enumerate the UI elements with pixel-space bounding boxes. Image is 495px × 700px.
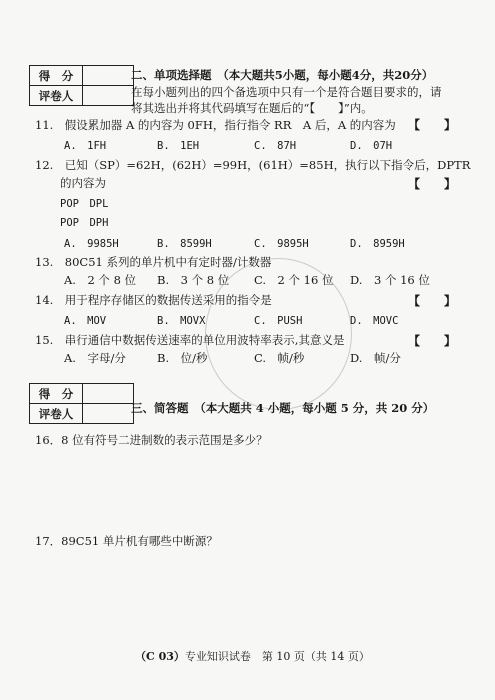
page-footer bbox=[135, 648, 370, 664]
question-11-option-b: B. 1EH bbox=[157, 140, 200, 152]
question-11-option-a: A. 1FH bbox=[64, 140, 107, 152]
score-cell[interactable] bbox=[83, 384, 134, 404]
question-15-answer-bracket[interactable]: 【 】 bbox=[408, 334, 457, 348]
question-13-option-c: C. 2 个 16 位 bbox=[254, 273, 334, 287]
question-12-option-a: A. 9985H bbox=[64, 238, 119, 250]
question-11-option-c: C. 87H bbox=[254, 140, 297, 152]
question-12-option-d: D. 8959H bbox=[350, 238, 405, 250]
question-12-code-line1: POP DPL bbox=[60, 198, 109, 210]
question-13-stem: 13. 80C51 系列的单片机中有定时器/计数器 bbox=[35, 255, 272, 269]
question-14-stem: 14. 用于程序存储区的数据传送采用的指令是 bbox=[35, 293, 272, 307]
question-15-stem: 15. 串行通信中数据传送速率的单位用波特率表示,其意义是 bbox=[35, 333, 345, 347]
question-12-answer-bracket[interactable]: 【 】 bbox=[408, 177, 457, 191]
question-12-stem-cont: 的内容为 bbox=[60, 176, 106, 190]
watermark-seal bbox=[205, 258, 352, 410]
question-13-option-b: B. 3 个 8 位 bbox=[157, 273, 230, 287]
question-11-stem: 11. 假设累加器 A 的内容为 0FH，指行指令 RR A 后，A 的内容为 bbox=[35, 118, 396, 132]
question-11-option-d: D. 07H bbox=[350, 140, 393, 152]
section2-title: 二、单项选择题 （本大题共5小题，每小题4分，共20分） bbox=[131, 68, 434, 82]
grader-label: 评卷人 bbox=[30, 86, 83, 106]
question-14-answer-bracket[interactable]: 【 】 bbox=[408, 294, 457, 308]
question-17: 17．89C51 单片机有哪些中断源？ bbox=[35, 534, 218, 548]
grader-cell[interactable] bbox=[83, 86, 134, 106]
question-14-option-c: C. PUSH bbox=[254, 315, 303, 327]
question-12-option-b: B. 8599H bbox=[157, 238, 212, 250]
question-15-option-a: A. 字母/分 bbox=[64, 351, 126, 365]
question-12-option-c: C. 9895H bbox=[254, 238, 309, 250]
section2-instruction-line2: 将其选出并将其代码填写在题后的“【 】”内。 bbox=[131, 101, 373, 115]
exam-code: （C 03） bbox=[135, 650, 185, 663]
question-12-code-line2: POP DPH bbox=[60, 217, 109, 229]
question-15-option-c: C. 帧/秒 bbox=[254, 351, 305, 365]
question-12-stem: 12. 已知（SP）=62H，(62H）=99H，(61H）=85H，执行以下指令后，DPTR bbox=[35, 158, 471, 172]
question-11-answer-bracket[interactable]: 【 】 bbox=[408, 118, 457, 132]
question-15-option-d: D. 帧/分 bbox=[350, 351, 401, 365]
grader-label: 评卷人 bbox=[30, 404, 83, 424]
score-label: 得 分 bbox=[30, 384, 83, 404]
score-cell[interactable] bbox=[83, 66, 134, 86]
score-label: 得 分 bbox=[30, 66, 83, 86]
score-table-section3 bbox=[29, 383, 134, 424]
footer-text: 专业知识试卷 第 10 页（共 14 页） bbox=[184, 650, 370, 663]
score-table-section2 bbox=[29, 65, 134, 106]
section3-title: 三、简答题 （本大题共 4 小题，每小题 5 分，共 20 分） bbox=[131, 401, 435, 415]
question-14-option-a: A. MOV bbox=[64, 315, 107, 327]
question-13-option-d: D. 3 个 16 位 bbox=[350, 273, 430, 287]
question-15-option-b: B. 位/秒 bbox=[157, 351, 208, 365]
question-14-option-b: B. MOVX bbox=[157, 315, 206, 327]
section2-instruction-line1: 在每小题列出的四个备选项中只有一个是符合题目要求的，请 bbox=[131, 85, 442, 99]
question-13-option-a: A. 2 个 8 位 bbox=[64, 273, 137, 287]
question-14-option-d: D. MOVC bbox=[350, 315, 399, 327]
question-16: 16．8 位有符号二进制数的表示范围是多少？ bbox=[35, 433, 268, 447]
grader-cell[interactable] bbox=[83, 404, 134, 424]
